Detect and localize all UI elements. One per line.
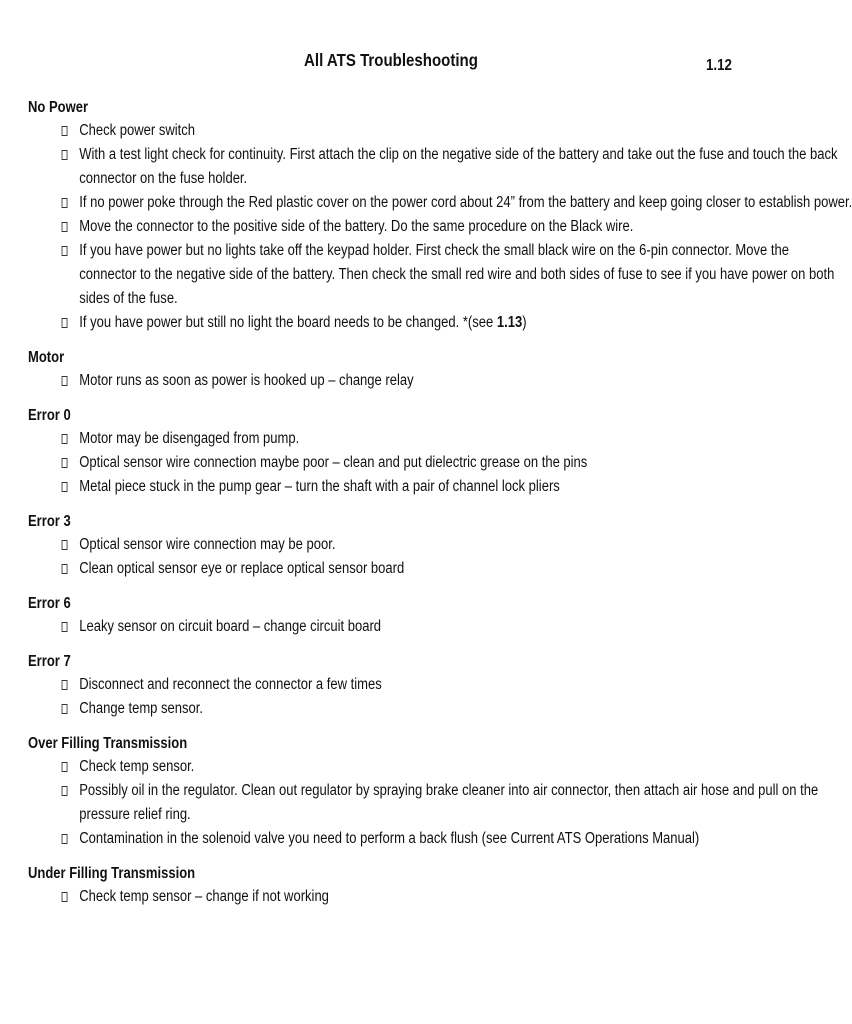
section-error-3	[28, 511, 700, 581]
list-item	[62, 827, 700, 851]
checkbox-bullet-icon	[62, 376, 68, 386]
list-item	[62, 885, 700, 909]
checkbox-bullet-icon	[62, 786, 68, 796]
list-item	[62, 239, 835, 311]
list-item-text: Disconnect and reconnect the connector a few times	[79, 676, 382, 693]
list-item	[62, 451, 700, 475]
list-item	[62, 673, 700, 697]
list-item-text: Contamination in the solenoid valve you need to perform a back flush (see Current ATS Operations Manual)	[79, 830, 700, 847]
list-item-text: Motor may be disengaged from pump.	[79, 430, 300, 447]
checkbox-bullet-icon	[62, 680, 68, 690]
bullet-list	[28, 755, 819, 851]
list-item	[62, 369, 700, 393]
checkbox-bullet-icon	[62, 482, 68, 492]
list-item	[62, 475, 700, 499]
page-title: All ATS Troubleshooting	[304, 50, 478, 70]
section-heading: Over Filling Transmission	[28, 735, 188, 752]
bullet-list	[28, 427, 700, 499]
page-number: 1.12	[706, 57, 732, 74]
list-item-text: Leaky sensor on circuit board – change circuit board	[79, 618, 382, 635]
checkbox-bullet-icon	[62, 540, 68, 550]
checkbox-bullet-icon	[62, 434, 68, 444]
section-motor	[28, 347, 700, 393]
bullet-list	[28, 369, 700, 393]
section-heading: Error 7	[28, 653, 71, 670]
checkbox-bullet-icon	[62, 222, 68, 232]
checkbox-bullet-icon	[62, 622, 68, 632]
list-item-text: Change temp sensor.	[79, 700, 204, 717]
section-heading: Error 3	[28, 513, 71, 530]
list-item-text: Move the connector to the positive side of the battery. Do the same procedure on the Black wire.	[79, 218, 634, 235]
section-heading: Error 6	[28, 595, 71, 612]
checkbox-bullet-icon	[62, 834, 68, 844]
list-item	[62, 143, 838, 191]
section-error-0	[28, 405, 700, 499]
list-item	[62, 119, 700, 143]
list-item-text: Check temp sensor.	[79, 758, 195, 775]
list-item-text: sides of the fuse.	[79, 290, 178, 307]
bullet-list	[28, 533, 700, 581]
list-item-text: connector on the fuse holder.	[79, 170, 248, 187]
list-item	[62, 755, 700, 779]
list-item	[62, 215, 700, 239]
list-item-text	[79, 311, 700, 335]
list-item-text: Optical sensor wire connection may be poor.	[79, 536, 336, 553]
section-error-7	[28, 651, 700, 721]
page-reference: 1.13	[496, 314, 523, 331]
list-item	[62, 427, 700, 451]
list-item	[62, 311, 700, 335]
section-heading: No Power	[28, 99, 89, 116]
list-item-text: Possibly oil in the regulator. Clean out regulator by spraying brake cleaner into air connector, then attach air hose and pull on the	[79, 782, 819, 799]
list-item-text: connector to the negative side of the battery. Then check the small red wire and both sides of fuse to see if you have power on both	[79, 266, 835, 283]
list-item	[62, 533, 700, 557]
checkbox-bullet-icon	[62, 150, 68, 160]
bullet-list	[28, 885, 700, 909]
list-item-text: If no power poke through the Red plastic cover on the power cord about 24” from the battery and keep going closer to establish power.	[79, 194, 852, 211]
list-item	[62, 191, 852, 215]
list-item-text: Optical sensor wire connection maybe poor – clean and put dielectric grease on the pins	[79, 454, 588, 471]
checkbox-bullet-icon	[62, 762, 68, 772]
list-item-text: Metal piece stuck in the pump gear – turn the shaft with a pair of channel lock pliers	[79, 478, 560, 495]
section-under-filling-transmission	[28, 863, 700, 909]
list-item-text: If you have power but no lights take off the keypad holder. First check the small black wire on the 6-pin connector. Move the	[79, 242, 789, 259]
checkbox-bullet-icon	[62, 458, 68, 468]
checkbox-bullet-icon	[62, 198, 68, 208]
checkbox-bullet-icon	[62, 564, 68, 574]
section-heading: Motor	[28, 349, 65, 366]
list-item-text: Check power switch	[79, 122, 196, 139]
list-item-text: With a test light check for continuity. First attach the clip on the negative side of the battery and take out the fuse and touch the back	[79, 146, 838, 163]
checkbox-bullet-icon	[62, 126, 68, 136]
section-heading: Error 0	[28, 407, 71, 424]
document-body	[28, 97, 852, 921]
list-item	[62, 697, 700, 721]
section-heading: Under Filling Transmission	[28, 865, 196, 882]
bullet-list	[28, 615, 700, 639]
list-item	[62, 557, 700, 581]
checkbox-bullet-icon	[62, 246, 68, 256]
list-item-text: Check temp sensor – change if not working	[79, 888, 329, 905]
list-item	[62, 615, 700, 639]
bullet-list	[28, 673, 700, 721]
list-item-text: Clean optical sensor eye or replace optical sensor board	[79, 560, 405, 577]
list-item-text: pressure relief ring.	[79, 806, 191, 823]
bullet-list	[28, 119, 852, 335]
checkbox-bullet-icon	[62, 318, 68, 328]
list-item-text-post: )	[522, 314, 527, 331]
checkbox-bullet-icon	[62, 704, 68, 714]
checkbox-bullet-icon	[62, 892, 68, 902]
list-item-text-pre: If you have power but still no light the board needs to be changed. *(see	[79, 314, 497, 331]
section-error-6	[28, 593, 700, 639]
section-over-filling-transmission	[28, 733, 819, 851]
section-no-power	[28, 97, 852, 335]
list-item	[62, 779, 819, 827]
list-item-text: Motor runs as soon as power is hooked up – change relay	[79, 372, 414, 389]
